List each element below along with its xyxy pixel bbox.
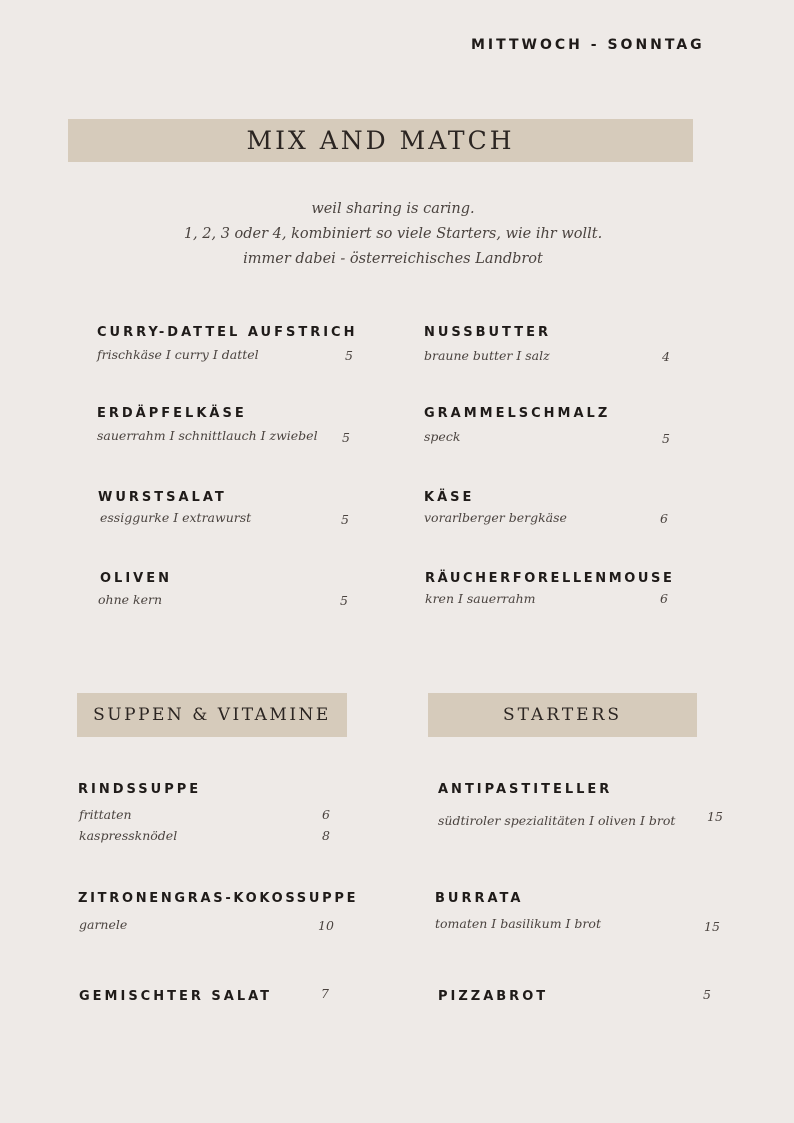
menu-item-name: KÄSE bbox=[424, 490, 475, 505]
menu-item-desc: ohne kern bbox=[98, 592, 162, 607]
menu-item-name: RÄUCHERFORELLENMOUSE bbox=[425, 571, 675, 586]
starters-banner bbox=[428, 693, 697, 737]
menu-item-price: 4 bbox=[662, 349, 670, 364]
menu-item-desc: tomaten I basilikum I brot bbox=[435, 916, 601, 931]
menu-item-price: 15 bbox=[707, 809, 723, 824]
menu-item-desc: speck bbox=[424, 429, 461, 444]
menu-item-name: CURRY-DATTEL AUFSTRICH bbox=[97, 325, 358, 340]
menu-item-price: 8 bbox=[322, 828, 330, 843]
menu-item-desc: kaspressknödel bbox=[79, 828, 178, 843]
menu-item-price: 10 bbox=[318, 918, 334, 933]
mix-and-match-banner bbox=[68, 119, 693, 162]
menu-item-price: 15 bbox=[704, 919, 720, 934]
menu-item-desc: kren I sauerrahm bbox=[425, 591, 536, 606]
menu-item-desc: sauerrahm I schnittlauch I zwiebel bbox=[97, 428, 318, 443]
menu-item-price: 5 bbox=[662, 431, 670, 446]
menu-item-price: 7 bbox=[321, 986, 329, 1001]
menu-item-price: 6 bbox=[660, 591, 668, 606]
intro-text bbox=[68, 197, 718, 272]
menu-item-desc: vorarlberger bergkäse bbox=[424, 510, 567, 525]
menu-item-desc: frittaten bbox=[79, 807, 132, 822]
intro-line: 1, 2, 3 oder 4, kombiniert so viele Starters, wie ihr wollt. bbox=[183, 226, 603, 242]
intro-line: immer dabei - österreichisches Landbrot bbox=[243, 251, 543, 267]
menu-item-name: GEMISCHTER SALAT bbox=[79, 989, 273, 1004]
menu-item-name: RINDSSUPPE bbox=[78, 782, 202, 797]
menu-item-price: 6 bbox=[660, 511, 668, 526]
menu-item-price: 5 bbox=[340, 593, 348, 608]
menu-item-price: 5 bbox=[345, 348, 353, 363]
starters-title: STARTERS bbox=[502, 705, 623, 725]
mix-and-match-title: MIX AND MATCH bbox=[246, 126, 515, 155]
menu-item-name: WURSTSALAT bbox=[98, 490, 227, 505]
menu-item-desc: essiggurke I extrawurst bbox=[100, 510, 252, 525]
suppen-banner bbox=[77, 693, 347, 737]
menu-item-name: ERDÄPFELKÄSE bbox=[97, 406, 247, 421]
menu-item-name: PIZZABROT bbox=[438, 989, 549, 1004]
menu-item-name: ANTIPASTITELLER bbox=[438, 782, 613, 797]
menu-item-price: 5 bbox=[342, 430, 350, 445]
menu-item-name: BURRATA bbox=[435, 891, 524, 906]
menu-item-desc: braune butter I salz bbox=[424, 348, 550, 363]
menu-item-desc: garnele bbox=[79, 917, 128, 932]
opening-days: MITTWOCH - SONNTAG bbox=[471, 37, 705, 53]
intro-line: weil sharing is caring. bbox=[311, 201, 475, 217]
menu-item-desc: südtiroler spezialitäten I oliven I brot bbox=[438, 813, 676, 828]
menu-item-name: GRAMMELSCHMALZ bbox=[424, 406, 611, 421]
menu-item-name: NUSSBUTTER bbox=[424, 325, 551, 340]
menu-item-price: 5 bbox=[341, 512, 349, 527]
menu-item-desc: frischkäse I curry I dattel bbox=[97, 347, 259, 362]
menu-item-price: 5 bbox=[703, 987, 711, 1002]
menu-item-price: 6 bbox=[322, 807, 330, 822]
menu-item-name: ZITRONENGRAS-KOKOSSUPPE bbox=[78, 891, 359, 906]
menu-item-name: OLIVEN bbox=[100, 571, 172, 586]
suppen-title: SUPPEN & VITAMINE bbox=[93, 705, 331, 725]
